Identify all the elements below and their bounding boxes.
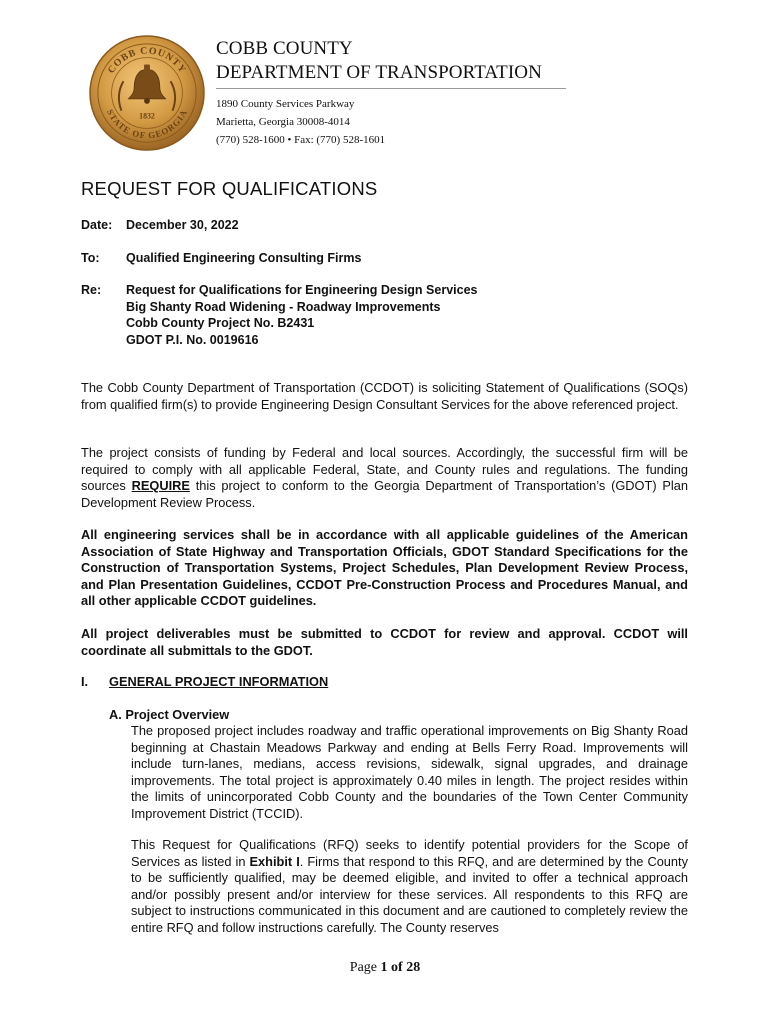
page-word: Page <box>349 960 378 975</box>
rfq-purpose-paragraph <box>131 837 688 936</box>
department-name: DEPARTMENT OF TRANSPORTATION <box>216 62 542 83</box>
intro-paragraph: The Cobb County Department of Transportation (CCDOT) is soliciting Statement of Qualifications (SOQs) from qualified firm(s) to provide Engineering Design Consultant Services for the above referenced project. <box>81 380 688 412</box>
document-title: REQUEST FOR QUALIFICATIONS <box>81 178 378 199</box>
guidelines-paragraph: All engineering services shall be in accordance with all applicable guidelines of the American Association of State Highway and Transportation Officials, GDOT Standard Specifications for the Construction of Transportation Systems, Project Schedules, Plan Development Review Process, and Plan Presentation Guidelines, CCDOT Pre-Construction Process and Procedures Manual, and all other applicable CCDOT guidelines. <box>81 527 688 608</box>
svg-text:COBB COUNTY: COBB COUNTY <box>105 45 189 76</box>
of-word: of <box>391 960 403 975</box>
date-label: Date: <box>81 218 113 232</box>
re-line-2: Big Shanty Road Widening - Roadway Improvements <box>126 299 441 314</box>
rfq-text-end: . Firms that respond to this RFQ, and are determined by the County to be sufficiently qualified, may be deemed eligible, and invited to offer a technical approach and/or possibly present and/or interview for these services. All respondents to this RFQ are subject to instructions communicated in this document and are cautioned to completely review the entire RFQ and follow instructions carefully. The County reserves <box>131 853 688 935</box>
address-line-2: Marietta, Georgia 30008-4014 <box>216 116 350 128</box>
to-label: To: <box>81 251 100 265</box>
svg-text:STATE OF GEORGIA: STATE OF GEORGIA <box>104 107 190 141</box>
county-seal-logo <box>88 34 206 152</box>
re-label: Re: <box>81 283 102 297</box>
section-title: GENERAL PROJECT INFORMATION <box>109 674 329 689</box>
subsection-heading: A. Project Overview <box>109 707 230 722</box>
funding-text-start: The project consists of funding by Federal and local sources. Accordingly, the successful firm will be required to comply with all applicable Federal, State, and County rules and regulations. The funding sources <box>81 445 688 493</box>
to-value: Qualified Engineering Consulting Firms <box>126 251 362 265</box>
re-line-1: Request for Qualifications for Engineering Design Services <box>126 283 478 297</box>
funding-paragraph <box>81 445 688 511</box>
exhibit-reference: Exhibit I <box>249 853 300 869</box>
project-overview-paragraph: The proposed project includes roadway and traffic operational improvements on Big Shanty Road beginning at Chastain Meadows Parkway and ending at Bells Ferry Road. Improvements will include turn-lanes, medians, access revisions, sidewalk, signal upgrades, and drainage improvements. The total project is approximately 0.40 miles in length. The project resides within the limits of unincorporated Cobb County and the boundaries of the Town Center Community Improvement District (TCCID). <box>131 723 688 821</box>
header-rule <box>216 88 566 89</box>
page-footer <box>0 960 770 976</box>
page-total: 28 <box>406 960 421 975</box>
org-name: COBB COUNTY <box>216 38 353 59</box>
date-value: December 30, 2022 <box>126 218 239 232</box>
rfq-text-start: This Request for Qualifications (RFQ) seeks to identify potential providers for the Scope of Services as listed in <box>131 837 688 869</box>
section-number: I. <box>81 674 89 689</box>
require-emphasis: REQUIRE <box>131 478 190 493</box>
address-line-1: 1890 County Services Parkway <box>216 98 355 110</box>
org-header <box>216 37 566 149</box>
deliverables-paragraph: All project deliverables must be submitted to CCDOT for review and approval. CCDOT will coordinate all submittals to the GDOT. <box>81 626 688 658</box>
re-line-4: GDOT P.I. No. 0019616 <box>126 332 259 347</box>
re-line-3: Cobb County Project No. B2431 <box>126 316 315 330</box>
phone-fax-line: (770) 528-1600 • Fax: (770) 528-1601 <box>216 134 386 146</box>
funding-text-end: this project to conform to the Georgia Department of Transportation’s (GDOT) Plan Development Review Process. <box>81 478 688 510</box>
svg-text:1832: 1832 <box>139 111 155 121</box>
page-number: 1 <box>380 960 388 975</box>
